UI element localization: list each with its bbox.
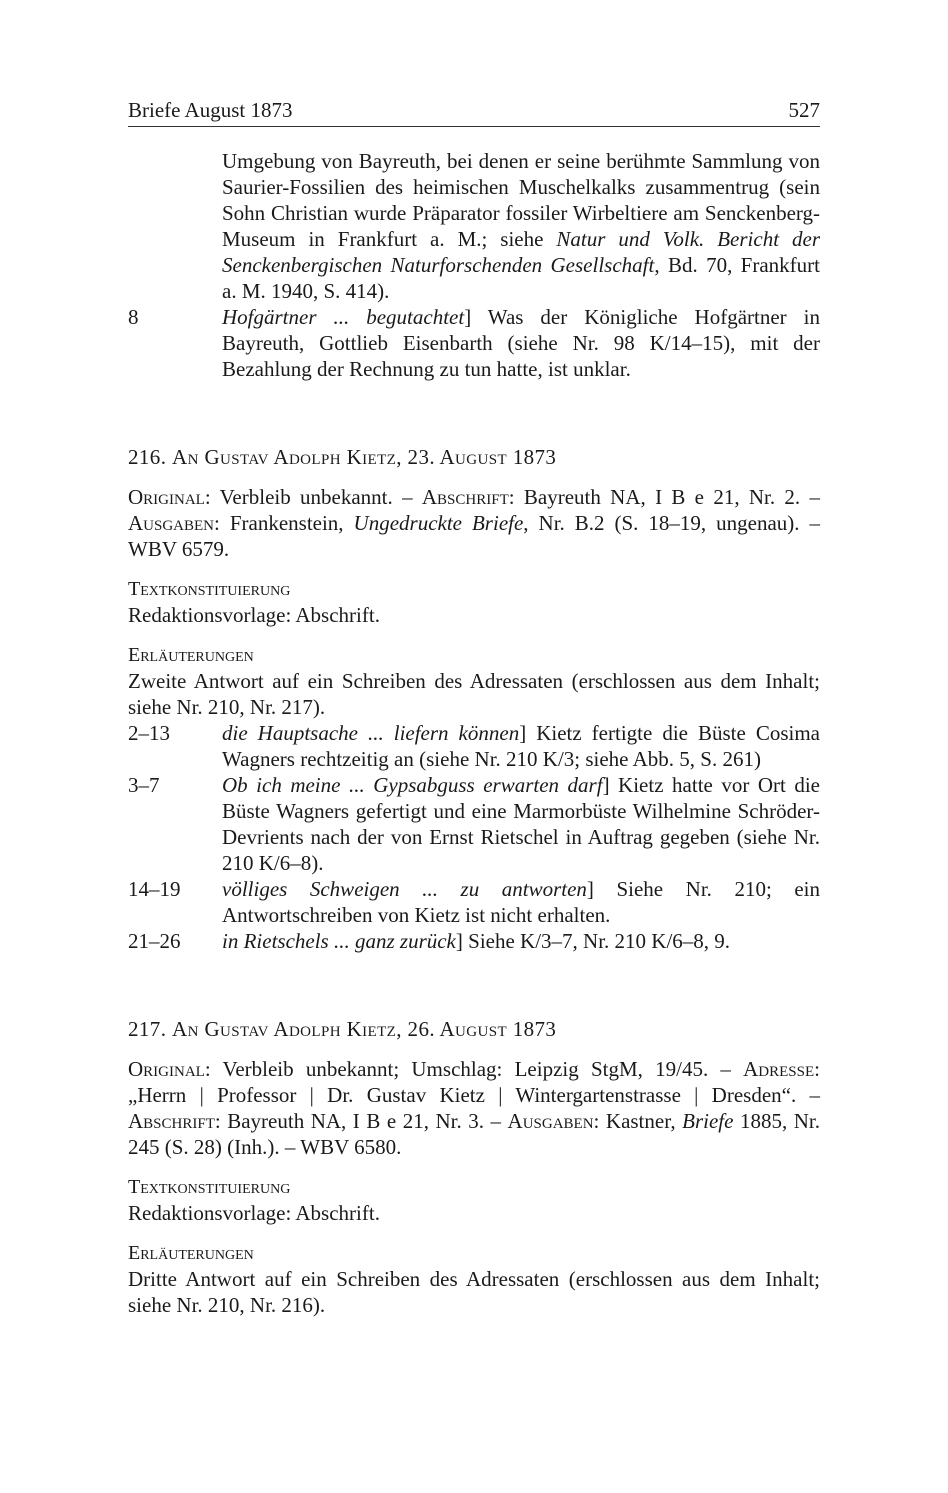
note-text: ] Was der Königliche Hofgärtner in Bayreuth, Gottlieb Eisenbarth (siehe Nr. 98 K/14–15), mit der Bezahlung der Rechnung zu tun hatte, ist unklar.	[222, 305, 820, 381]
note-entry	[128, 304, 820, 382]
textkonstituierung-label: Textkonstituierung	[128, 1176, 291, 1198]
ausgaben-text: : Frankenstein,	[214, 511, 354, 535]
note-lemma: in Rietschels ... ganz zurück	[222, 929, 456, 953]
original-label: Original	[128, 485, 205, 509]
textkonstituierung-text: Redaktionsvorlage: Abschrift.	[128, 1201, 380, 1225]
note-line-number: 14–19	[128, 877, 181, 901]
abschrift-label: Abschrift	[421, 485, 509, 509]
page-number: 527	[788, 98, 820, 122]
note-entry	[128, 928, 820, 954]
note-lemma: Hofgärtner ... begutachtet	[222, 305, 465, 329]
note-text: ] Siehe K/3–7, Nr. 210 K/6–8, 9.	[455, 929, 731, 953]
page	[128, 96, 820, 1318]
letter-217-sources	[128, 1056, 820, 1160]
note-line-number: 8	[128, 305, 139, 329]
ausgaben-italic: Ungedruckte Briefe	[353, 511, 524, 535]
note-text: ] Kietz fertigte die Büste Cosima Wagners rechtzeitig an (siehe Nr. 210 K/3; siehe Abb. 5, S. 261)	[222, 721, 820, 771]
note-text: ] Siehe Nr. 210; ein Antwortschreiben von Kietz ist nicht erhalten.	[222, 877, 821, 927]
heading-number: 217.	[128, 1017, 172, 1041]
abschrift-text: : Bayreuth NA, I B e 21, Nr. 3. –	[214, 1109, 508, 1133]
heading-text: An Gustav Adolph Kietz, 23. August 1873	[172, 445, 557, 469]
textkonstituierung-label: Textkonstituierung	[128, 578, 291, 600]
ausgaben-label: Ausgaben	[507, 1109, 594, 1133]
erlaeuterungen-text: Zweite Antwort auf ein Schreiben des Adressaten (erschlossen aus dem Inhalt; siehe Nr. 210, Nr. 217).	[128, 669, 820, 719]
letter-217-heading	[128, 1016, 820, 1042]
note-entry	[128, 772, 820, 876]
note-lemma: Ob ich meine ... Gypsabguss erwarten darf	[222, 773, 603, 797]
erlaeuterungen-text: Dritte Antwort auf ein Schreiben des Adressaten (erschlossen aus dem Inhalt; siehe Nr. 210, Nr. 216).	[128, 1267, 820, 1317]
letter-216-heading	[128, 444, 820, 470]
ausgaben-text: : Kastner,	[593, 1109, 683, 1133]
running-head-title: Briefe August 1873	[128, 98, 293, 122]
note-line-number: 2–13	[128, 721, 170, 745]
note-text: ] Kietz hatte vor Ort die Büste Wagners gefertigt und eine Marmorbüste Wilhelmine Schröder-Devrients nach der von Ernst Rietschel in Auftrag gegeben (siehe Nr. 210 K/6–8).	[222, 773, 820, 875]
ausgaben-italic: Briefe	[682, 1109, 734, 1133]
original-label: Original	[128, 1057, 205, 1081]
textkonstituierung-text: Redaktionsvorlage: Abschrift.	[128, 603, 380, 627]
ausgaben-text-end: 1885, Nr. 245 (S. 28) (Inh.). – WBV 6580.	[128, 1109, 820, 1159]
running-head	[128, 96, 820, 127]
erlaeuterungen-label: Erläuterungen	[128, 1242, 254, 1264]
letter-216-sources	[128, 484, 820, 562]
original-text: : Verbleib unbekannt; Umschlag: Leipzig StgM, 19/45. –	[204, 1057, 744, 1081]
abschrift-text: : Bayreuth NA, I B e 21, Nr. 2. –	[508, 485, 820, 509]
note-lemma: völliges Schweigen ... zu antworten	[222, 877, 587, 901]
note-entry	[128, 876, 820, 928]
original-text: : Verbleib unbekannt. –	[204, 485, 422, 509]
erlaeuterungen-label: Erläuterungen	[128, 644, 254, 666]
note-line-number: 21–26	[128, 929, 181, 953]
note-line-number: 3–7	[128, 773, 160, 797]
abschrift-label: Abschrift	[128, 1109, 215, 1133]
adresse-text: : „Herrn | Professor | Dr. Gustav Kietz | Wintergartenstrasse | Dresden“. –	[128, 1057, 820, 1107]
continuation-italic-title: Natur und Volk. Bericht der Senckenbergischen Naturforschenden Gesellschaft	[222, 227, 821, 277]
continuation-paragraph	[128, 148, 820, 304]
continuation-text: Umgebung von Bayreuth, bei denen er seine berühmte Sammlung von Saurier-Fossilien des heimischen Muschelkalks zusammentrug (sein Sohn Christian wurde Präparator fossiler Wirbeltiere am Senckenberg-Museum in Frankfurt a. M.; siehe	[222, 149, 820, 251]
heading-text: An Gustav Adolph Kietz, 26. August 1873	[172, 1017, 557, 1041]
heading-number: 216.	[128, 445, 172, 469]
note-entry	[128, 720, 820, 772]
continuation-text-end: , Bd. 70, Frankfurt a. M. 1940, S. 414).	[222, 253, 820, 303]
note-lemma: die Hauptsache ... liefern können	[222, 721, 520, 745]
ausgaben-label: Ausgaben	[128, 511, 215, 535]
adresse-label: Adresse	[743, 1057, 815, 1081]
ausgaben-text-end: , Nr. B.2 (S. 18–19, ungenau). – WBV 6579.	[128, 511, 820, 561]
